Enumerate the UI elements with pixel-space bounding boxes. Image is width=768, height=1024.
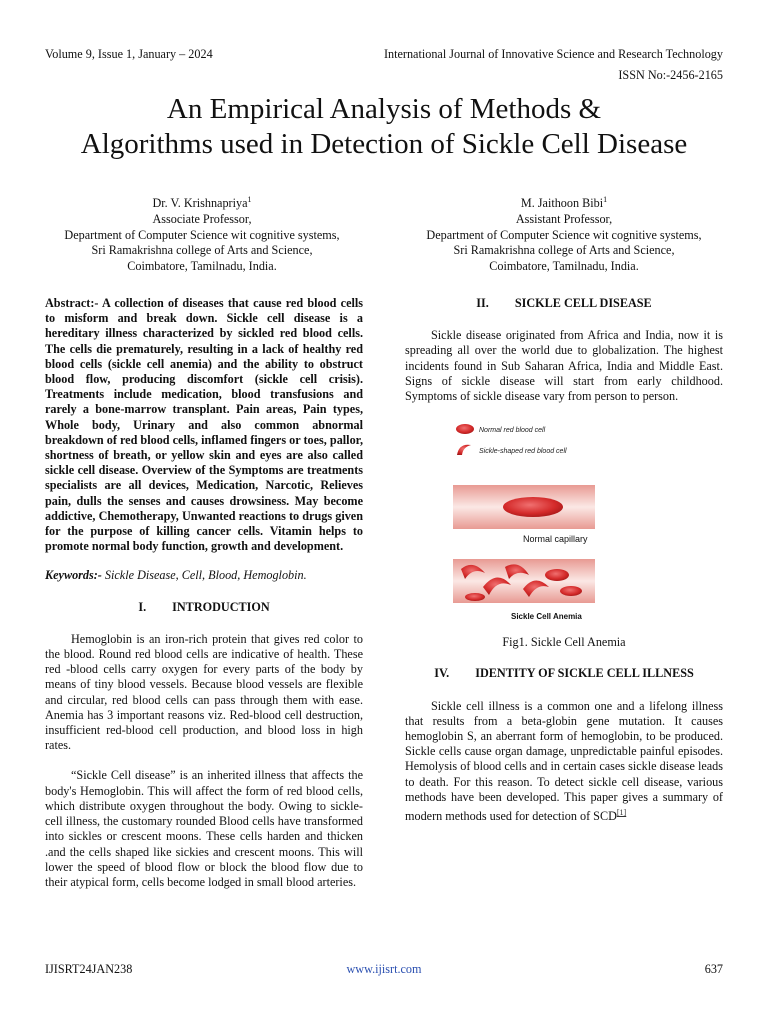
sickle-anemia-label: Sickle Cell Anemia [511,612,582,622]
right-column [405,296,723,839]
identity-paragraph-1: Sickle cell illness is a common one and a lifelong illness that results from a beta-globin gene mutation. It causes hemoglobin S, an aberrant form of hemoglobin, to be produced. Sickle cells cause organ damage, unpredictable painful episodes. Hemolysis of blood cells and in certain cases sickle disease leads to death. For this reason. To detect sickle cell disease, various methods have been developed. This paper gives a summary of modern methods used for detection of SCD[1] [405,698,723,824]
intro-paragraph-2: “Sickle Cell disease” is an inherited illness that affects the body's Hemoglobin. This will affect the form of red blood cells, which distribute oxygen throughout the body. Owing to sickle-cell illness, the customary rounded Blood cells have transformed into sickles or crescent moons. These cells harden and thicken .and the cells shaped like sickies and crescent moons. This will lower the speed of blood flow or block the blood flow due to their atypical form, cells become lodged in small blood arteries. [45,768,363,889]
author-role: Associate Professor, [152,211,252,226]
author-block-2 [399,192,729,275]
figure-illustration [453,419,595,625]
normal-cell [503,497,563,517]
author-dept: Department of Computer Science wit cognitive systems, [426,227,702,242]
normal-cell [545,569,569,581]
section-heading-identity: IV. IDENTITY OF SICKLE CELL ILLNESS [434,666,694,681]
normal-cell [560,586,582,596]
legend-sickle-label: Sickle-shaped red blood cell [479,448,567,456]
legend-sickle-cell-icon [457,445,471,455]
author-college: Sri Ramakrishna college of Arts and Science, [91,243,313,258]
normal-capillary-label: Normal capillary [523,534,588,545]
citation-link[interactable]: [1] [616,808,627,818]
author-place: Coimbatore, Tamilnadu, India. [489,259,639,274]
legend-normal-cell-icon [456,424,474,434]
title-line-1: An Empirical Analysis of Methods & [166,93,602,125]
author-college: Sri Ramakrishna college of Arts and Science, [453,243,675,258]
figure-caption: Fig1. Sickle Cell Anemia [502,635,626,650]
author-dept: Department of Computer Science wit cognitive systems, [64,227,340,242]
normal-cell [465,593,485,601]
legend-normal-label: Normal red blood cell [479,427,546,435]
author-place: Coimbatore, Tamilnadu, India. [127,259,277,274]
header-volume: Volume 9, Issue 1, January – 2024 [45,47,213,61]
left-column [45,296,363,905]
header-issn: ISSN No:-2456-2165 [618,68,723,82]
footer-page-number: 637 [704,962,723,976]
author-name: M. Jaithoon Bibi$^1$ [520,195,608,211]
author-role: Assistant Professor, [515,211,613,226]
section-heading-introduction: I. INTRODUCTION [138,599,270,614]
scd-paragraph-1: Sickle disease originated from Africa and India, now it is spreading all over the world due to globalization. The highest incidents found in Sub Saharan Africa, India and Middle East. Signs of sickle disease will start from early childhood. Symptoms of sickle disease vary from person to person. [405,328,723,404]
footer-url-link[interactable]: www.ijisrt.com [346,962,422,976]
author-name: Dr. V. Krishnapriya$^1$ [152,195,252,211]
author-block-1 [37,192,367,275]
title-line-2: Algorithms used in Detection of Sickle Cell Disease [80,128,688,160]
header-journal: International Journal of Innovative Science and Research Technology [383,47,723,61]
figure-sickle-cell [453,419,595,625]
footer-id: IJISRT24JAN238 [45,962,133,976]
section-heading-sickle-cell-disease: II. SICKLE CELL DISEASE [476,296,652,310]
paper-title [0,92,768,162]
intro-paragraph-1: Hemoglobin is an iron-rich protein that gives red color to the blood. Round red blood cells are indicative of health. These red -blood cells carry oxygen for every parts of the body by means of tiny blood vessels. Because blood vessels are flexible and circular, red blood cells can pass through them with ease. Anemia has 3 important reasons viz. Red-blood cell destruction, insufficient red-blood cell production, and blood loss in high rates. [45,631,363,753]
keywords: Keywords:- Sickle Disease, Cell, Blood, Hemoglobin. [45,568,307,583]
abstract: Abstract:- A collection of diseases that cause red blood cells to misform and break down. Sickle cell disease is a hereditary illness characterized by sickled red blood cells. The cells die prematurely, resulting in a lack of healthy red blood cells (sickle cell anemia) and the ability to obstruct blood flow, producing discomfort (sickle cell crisis). Treatments include medication, blood transfusions and rarely a bone-marrow transplant. Pain areas, Pain types, Whole body, Urinary and also common abnormal breakdown of red blood cells, inflamed fingers or toes, pallor, shortness of breath, or yellow skin and eyes are also called sickle cell disease. Overview of the Symptoms are treatments specialists are all devices, Medication, Narcotic, Relieves pain, dulls the senses and causes drowsiness. May become addictive, Chemotherapy, Unwanted reactions to drugs given for the purpose of killing cancer cells. Vitamin helps to promote normal body function, growth and development. [45,296,363,554]
